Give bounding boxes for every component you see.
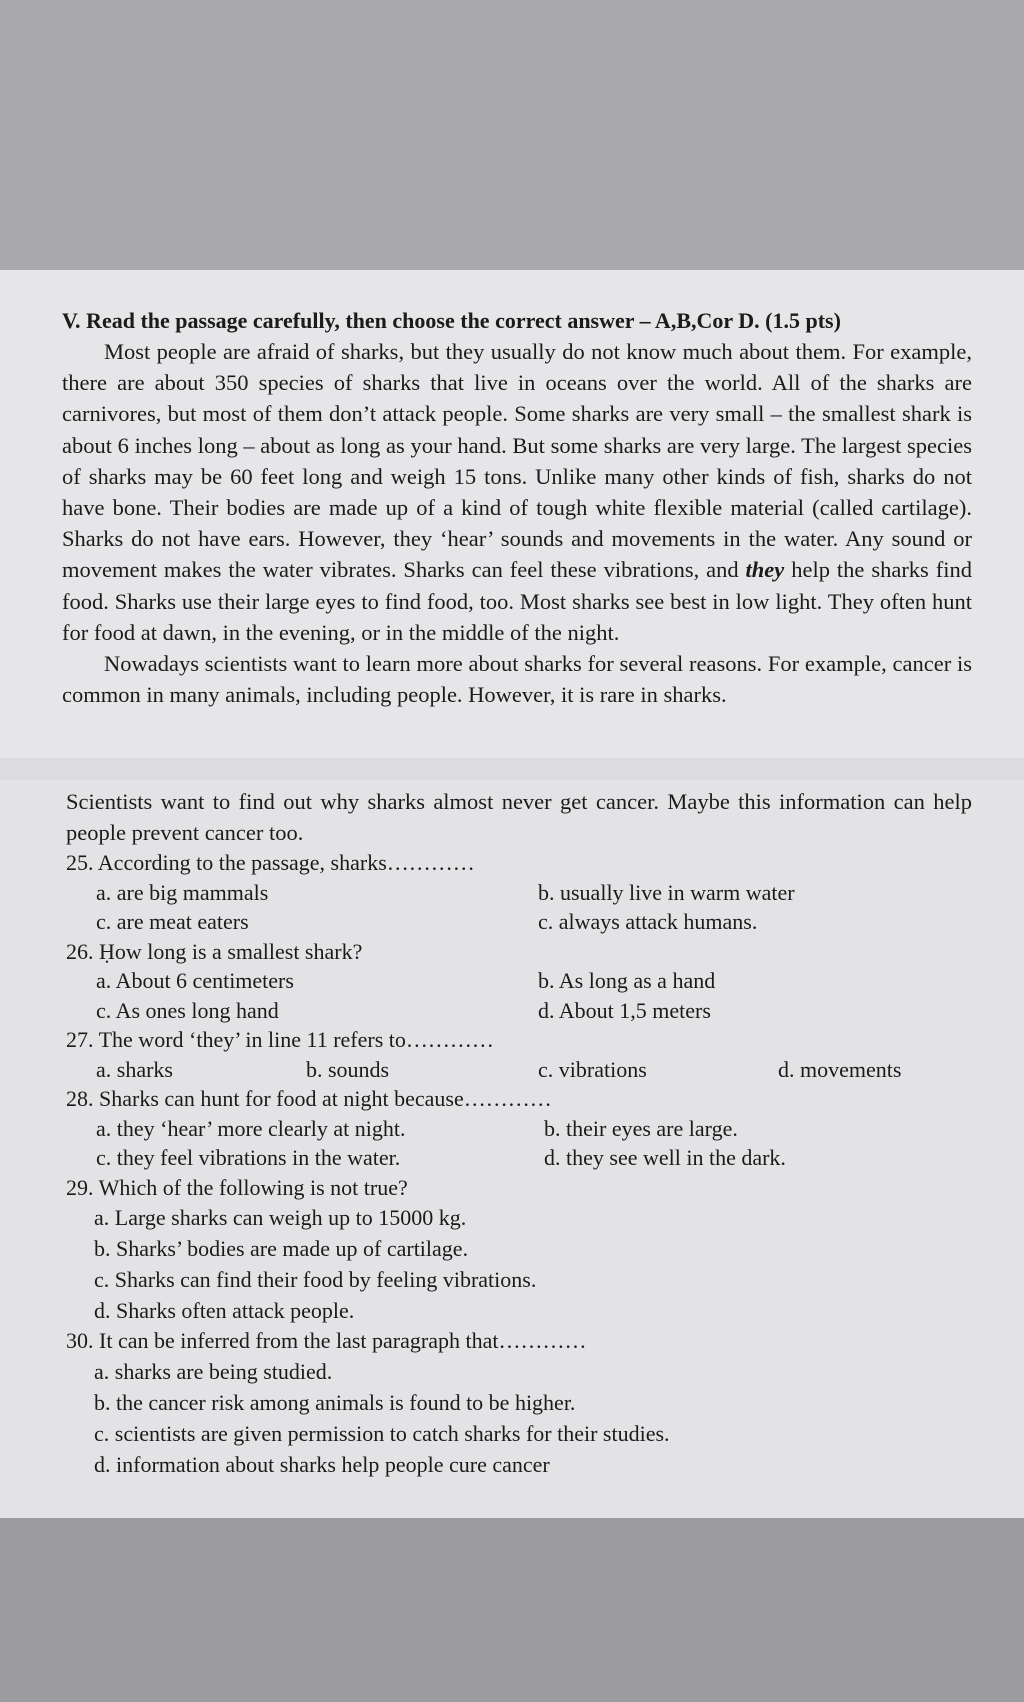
option-d[interactable]: d. movements bbox=[778, 1056, 902, 1082]
options-row bbox=[66, 1055, 972, 1085]
option-a[interactable]: a. are big mammals bbox=[96, 879, 269, 905]
option-d[interactable]: d. they see well in the dark. bbox=[544, 1145, 786, 1170]
option-c[interactable]: c. vibrations bbox=[538, 1056, 647, 1082]
paper-fold bbox=[0, 758, 1024, 780]
option-d[interactable]: d. About 1,5 meters bbox=[538, 997, 711, 1023]
option-b[interactable]: b. As long as a hand bbox=[538, 968, 716, 993]
question-26: 26. Ḥow long is a smallest shark? bbox=[66, 938, 363, 964]
option-b[interactable]: b. sounds bbox=[306, 1056, 390, 1082]
options-row bbox=[66, 1114, 972, 1144]
question-30: 30. It can be inferred from the last paragraph that………… bbox=[66, 1328, 587, 1353]
option-c[interactable]: c. As ones long hand bbox=[96, 997, 279, 1023]
options-row bbox=[66, 996, 972, 1026]
option-a[interactable]: a. they ‘hear’ more clearly at night. bbox=[96, 1115, 406, 1141]
passage-paragraph-1 bbox=[62, 336, 972, 648]
passage-section bbox=[62, 306, 972, 710]
section-heading: V. Read the passage carefully, then choose the correct answer – A,B,Cor D. (1.5 pts) bbox=[62, 308, 841, 333]
options-row bbox=[66, 1143, 972, 1173]
option-b[interactable]: b. the cancer risk among animals is found to be higher. bbox=[94, 1389, 576, 1415]
option-d[interactable]: d. Sharks often attack people. bbox=[94, 1298, 355, 1323]
option-b[interactable]: b. usually live in warm water bbox=[538, 879, 795, 905]
option-d[interactable]: c. always attack humans. bbox=[538, 909, 758, 934]
option-c[interactable]: c. Sharks can find their food by feeling vibrations. bbox=[94, 1267, 537, 1292]
question-29: 29. Which of the following is not true? bbox=[66, 1174, 408, 1200]
passage-paragraph-2: Nowadays scientists want to learn more about sharks for several reasons. For example, cancer is common in many animals, including people. However, it is rare in sharks. bbox=[62, 651, 972, 708]
questions-section bbox=[66, 786, 972, 1480]
option-a[interactable]: a. sharks bbox=[96, 1056, 173, 1082]
option-b[interactable]: b. Sharks’ bodies are made up of cartilage. bbox=[94, 1236, 469, 1261]
options-row bbox=[66, 878, 972, 908]
option-d[interactable]: d. information about sharks help people cure cancer bbox=[94, 1451, 550, 1477]
options-row bbox=[66, 966, 972, 996]
question-28: 28. Sharks can hunt for food at night because………… bbox=[66, 1086, 552, 1111]
option-c[interactable]: c. they feel vibrations in the water. bbox=[96, 1145, 401, 1170]
passage-paragraph-2-continued: Scientists want to find out why sharks almost never get cancer. Maybe this information can help people prevent cancer too. bbox=[66, 789, 972, 845]
passage-text: Most people are afraid of sharks, but they usually do not know much about them. For example, there are about 350 species of sharks that live in oceans over the world. All of the sharks are carnivores, but most of them don’t attack people. Some sharks are very small – the smallest shark is about 6 inches long – about as long as your hand. But some sharks are very large. The largest species of sharks may be 60 feet long and weigh 15 tons. Unlike many other kinds of fish, sharks do not have bone. Their bodies are made up of a kind of tough white flexible material (called cartilage). Sharks do not have ears. However, they ‘hear’ sounds and movements in the water. Any sound or movement makes the water vibrates. Sharks can feel these vibrations, and bbox=[62, 339, 972, 583]
option-a[interactable]: a. Large sharks can weigh up to 15000 kg. bbox=[94, 1205, 467, 1230]
passage-text: help the sharks find food. Sharks use their large eyes to find food, too. Most sharks see best in low light. They often hunt for food at dawn, in the evening, or in the middle of the night. bbox=[62, 557, 972, 645]
background-top bbox=[0, 0, 1024, 270]
option-a[interactable]: a. About 6 centimeters bbox=[96, 968, 294, 993]
question-27: 27. The word ‘they’ in line 11 refers to………… bbox=[66, 1027, 494, 1052]
option-c[interactable]: c. are meat eaters bbox=[96, 909, 249, 934]
option-c[interactable]: c. scientists are given permission to catch sharks for their studies. bbox=[94, 1420, 670, 1446]
options-row bbox=[66, 907, 972, 937]
background-bottom bbox=[0, 1518, 1024, 1702]
option-a[interactable]: a. sharks are being studied. bbox=[94, 1358, 333, 1384]
question-25: 25. According to the passage, sharks………… bbox=[66, 850, 475, 875]
option-b[interactable]: b. their eyes are large. bbox=[544, 1115, 738, 1141]
highlighted-word: they bbox=[745, 557, 785, 583]
